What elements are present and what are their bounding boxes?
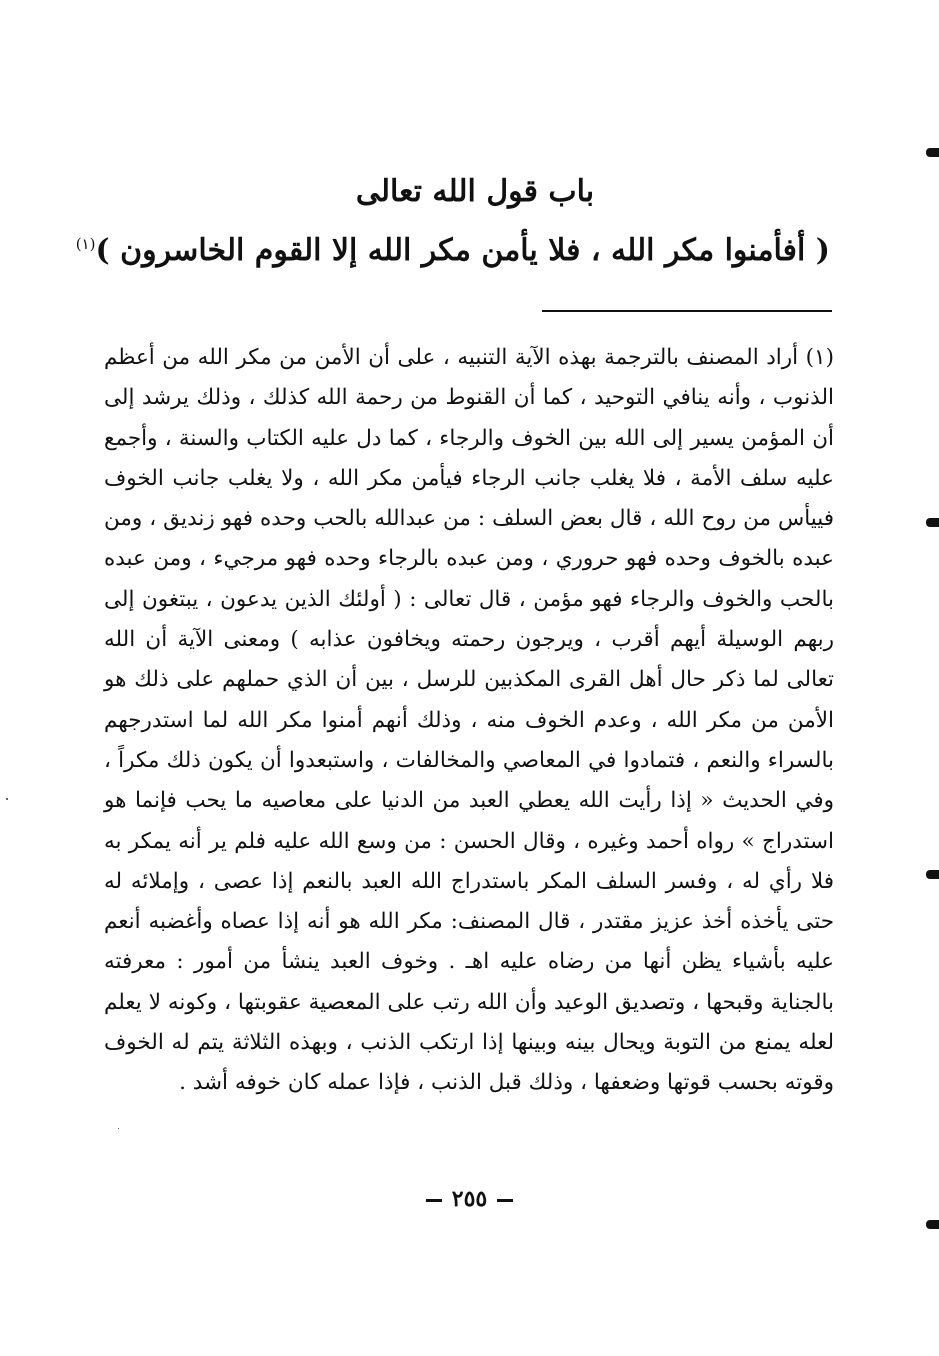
page-edge-mark bbox=[926, 518, 939, 527]
footnote-text: (١) أراد المصنف بالترجمة بهذه الآية التنبيه ، على أن الأمن من مكر الله من أعظم الذنوب ، وأنه ينافي التوحيد ، كما أن القنوط من رحمة الله كذلك ، وذلك يرشد إلى أن المؤمن يسير إلى الله بين الخوف والرجاء ، كما دل عليه الكتاب والسنة ، وأجمع عليه سلف الأمة ، فلا يغلب جانب الرجاء فيأمن مكر الله ، ولا يغلب جانب الخوف فييأس من روح الله ، قال بعض السلف : من عبدالله بالحب وحده فهو زنديق ، ومن عبده بالخوف وحده فهو حروري ، ومن عبده بالرجاء وحده فهو مرجيء ، ومن عبده بالحب والخوف والرجاء فهو مؤمن ، قال تعالى : ( أولئك الذين يدعون ، يبتغون إلى ربهم الوسيلة أيهم أقرب ، ويرجون رحمته ويخافون عذابه ) ومعنى الآية أن الله تعالى لما ذكر حال أهل القرى المكذبين للرسل ، بين أن الذي حملهم على ذلك هو الأمن من مكر الله ، وعدم الخوف منه ، وذلك أنهم أمنوا مكر الله لما استدرجهم بالسراء والنعم ، فتمادوا في المعاصي والمخالفات ، واستبعدوا أن يكون ذلك مكراً ، وفي الحديث « إذا رأيت الله يعطي العبد من الدنيا على معاصيه ما يحب فإنما هو استدراج » رواه أحمد وغيره ، وقال الحسن : من وسع الله عليه فلم ير أنه يمكر به فلا رأي له ، وفسر السلف المكر باستدراج الله العبد بالنعم إذا عصى ، وإملائه له حتى يأخذه أخذ عزيز مقتدر ، قال المصنف: مكر الله هو أنه إذا عصاه وأغضبه أنعم عليه بأشياء يظن أنها من رضاه عليه اهـ . وخوف العبد ينشأ من أمور : معرفته بالجناية وقبحها ، وتصديق الوعيد وأن الله رتب على المعصية عقوبتها ، وكونه لا يعلم لعله يمنع من التوبة ويحال بينه وبينها إذا ارتكب الذنب ، وبهذه الثلاثة يتم له الخوف وقوته بحسب قوتها وضعفها ، وذلك قبل الذنب ، فإذا عمله كان خوفه أشد . bbox=[104, 345, 834, 1096]
page-number bbox=[0, 1186, 939, 1212]
scan-speck bbox=[118, 1128, 119, 1129]
chapter-title: باب قول الله تعالى bbox=[355, 174, 595, 209]
dash-right bbox=[497, 1199, 513, 1202]
scan-speck bbox=[6, 798, 8, 800]
page-edge-mark bbox=[926, 870, 939, 879]
verse-text: ( أفأمنوا مكر الله ، فلا يأمن مكر الله إلا القوم الخاسرون ) bbox=[95, 233, 830, 268]
page-edge-mark bbox=[926, 148, 939, 157]
footnote-reference[interactable]: (١) bbox=[75, 235, 96, 253]
page-number-value: ٢٥٥ bbox=[451, 1186, 488, 1212]
quranic-verse-heading bbox=[75, 220, 830, 275]
page-edge-mark bbox=[926, 1220, 939, 1229]
footnote-separator bbox=[542, 310, 832, 312]
dash-left bbox=[426, 1199, 442, 1202]
